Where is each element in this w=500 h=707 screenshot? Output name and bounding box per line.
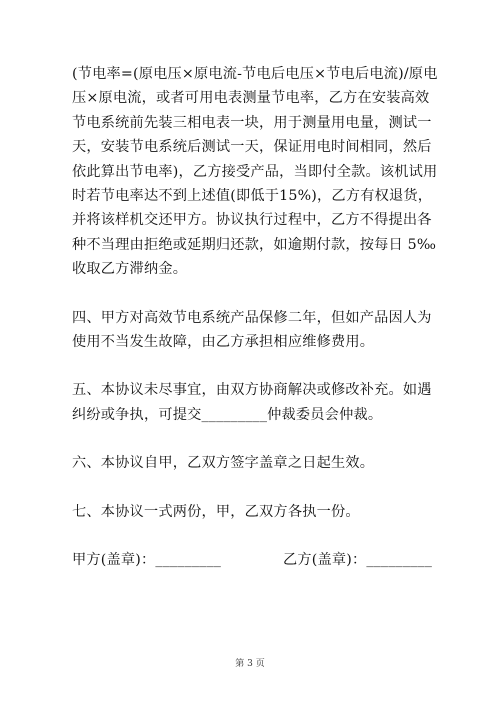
signature-row [72, 548, 432, 572]
paragraph-effective: 六、本协议自甲，乙双方签字盖章之日起生效。 [72, 455, 375, 472]
paragraph-savings-rate: (节电率=(原电压×原电流-节电后电压×节电后电流)/原电压×原电流，或者可用电表测量节电率，乙方在安装高效节电系统前先装三相电表一块，用于测量用电量，测试一天，安装节电系统后测试一天，保证用电时间相同，然后依此算出节电率)，乙方接受产品，当即付全款。该机试用时若节电率达不到上述值(即低于15%)，乙方有权退货，并将该样机交还甲方。协议执行过程中，乙方不得提出各种不当理由拒绝或延期归还款，如逾期付款，按每日 5‰收取乙方滞纳金。 [72, 66, 438, 278]
paragraph-arbitration: 五、本协议未尽事宜，由双方协商解决或修改补充。如遇纠纷或争执，可提交_________仲裁委员会仲裁。 [72, 382, 432, 423]
signature-party-a: 甲方(盖章)：_________ [72, 552, 222, 569]
signature-party-b: 乙方(盖章)：_________ [282, 552, 432, 569]
document-body [72, 62, 442, 573]
page-number: 第 3 页 [235, 659, 265, 669]
paragraph-warranty: 四、甲方对高效节电系统产品保修二年，但如产品因人为使用不当发生故障，由乙方承担相应维修费用。 [72, 309, 432, 351]
paragraph-copies: 七、本协议一式两份，甲，乙双方各执一份。 [72, 503, 360, 520]
